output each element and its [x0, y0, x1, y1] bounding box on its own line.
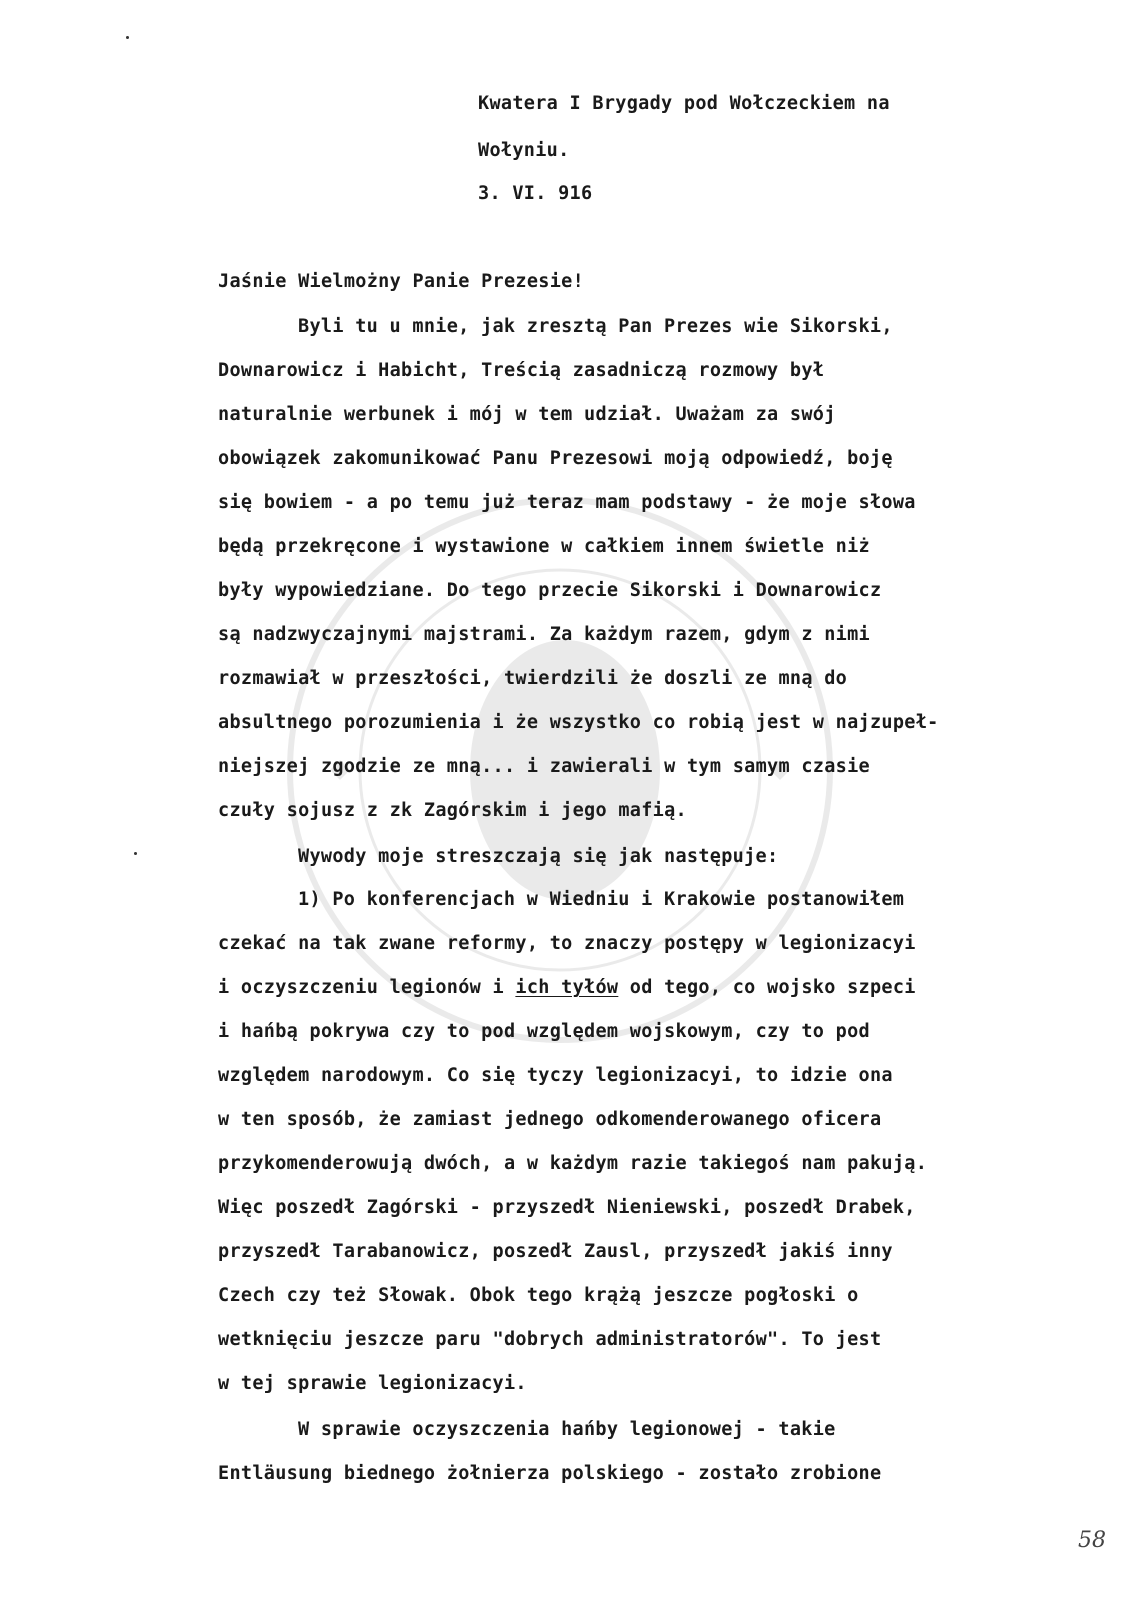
- body-line: rozmawiał w przeszłości, twierdzili że doszli ze mną do: [218, 668, 848, 689]
- body-line: Czech czy też Słowak. Obok tego krążą jeszcze pogłoski o: [218, 1285, 859, 1306]
- salutation: Jaśnie Wielmożny Panie Prezesie!: [218, 271, 585, 292]
- body-line: Więc poszedł Zagórski - przyszedł Nieniewski, poszedł Drabek,: [218, 1197, 916, 1218]
- body-line: naturalnie werbunek i mój w tem udział. Uważam za swój: [218, 404, 836, 425]
- body-line: absultnego porozumienia i że wszystko co robią jest w najzupeł-: [218, 712, 939, 733]
- body-line: W sprawie oczyszczenia hańby legionowej - takie: [298, 1419, 836, 1440]
- body-line: przykomenderowują dwóch, a w każdym razie takiegoś nam pakują.: [218, 1153, 928, 1174]
- body-line: obowiązek zakomunikować Panu Prezesowi moją odpowiedź, boję: [218, 448, 893, 469]
- body-text-segment: i oczyszczeniu legionów i: [218, 977, 516, 998]
- body-text-segment: od tego, co wojsko szpeci: [618, 977, 916, 998]
- body-line: niejszej zgodzie ze mną... i zawierali w tym samym czasie: [218, 756, 870, 777]
- speck-mark: [126, 36, 129, 39]
- body-line: 1) Po konferencjach w Wiedniu i Krakowie postanowiłem: [298, 889, 905, 910]
- body-line: czuły sojusz z zk Zagórskim i jego mafią.: [218, 800, 687, 821]
- body-line: względem narodowym. Co się tyczy legionizacyi, to idzie ona: [218, 1065, 893, 1086]
- body-line-with-underline: [218, 976, 916, 1000]
- header-place-line-2: Wołyniu.: [478, 140, 570, 161]
- body-line: się bowiem - a po temu już teraz mam podstawy - że moje słowa: [218, 492, 916, 513]
- body-line: Downarowicz i Habicht, Treścią zasadniczą rozmowy był: [218, 360, 825, 381]
- page-number: 58: [1078, 1528, 1106, 1553]
- body-line: są nadzwyczajnymi majstrami. Za każdym razem, gdym z nimi: [218, 624, 870, 645]
- body-line: były wypowiedziane. Do tego przecie Sikorski i Downarowicz: [218, 580, 882, 601]
- body-line: w ten sposób, że zamiast jednego odkomenderowanego oficera: [218, 1109, 882, 1130]
- body-line: Entläusung biednego żołnierza polskiego - zostało zrobione: [218, 1463, 882, 1484]
- body-line: będą przekręcone i wystawione w całkiem innem świetle niż: [218, 536, 870, 557]
- underlined-phrase: ich tyłów: [515, 977, 619, 998]
- body-line: wetknięciu jeszcze paru "dobrych administratorów". To jest: [218, 1329, 882, 1350]
- body-line: przyszedł Tarabanowicz, poszedł Zausl, przyszedł jakiś inny: [218, 1241, 893, 1262]
- body-line: i hańbą pokrywa czy to pod względem wojskowym, czy to pod: [218, 1021, 870, 1042]
- body-line: Byli tu u mnie, jak zresztą Pan Prezes wie Sikorski,: [298, 316, 893, 337]
- header-place-line-1: Kwatera I Brygady pod Wołczeckiem na: [478, 93, 890, 114]
- body-line: czekać na tak zwane reformy, to znaczy postępy w legionizacyi: [218, 933, 916, 954]
- speck-mark: [134, 852, 137, 855]
- body-line: w tej sprawie legionizacyi.: [218, 1373, 527, 1394]
- body-line: Wywody moje streszczają się jak następuje:: [298, 846, 779, 867]
- header-date: 3. VI. 916: [478, 183, 593, 204]
